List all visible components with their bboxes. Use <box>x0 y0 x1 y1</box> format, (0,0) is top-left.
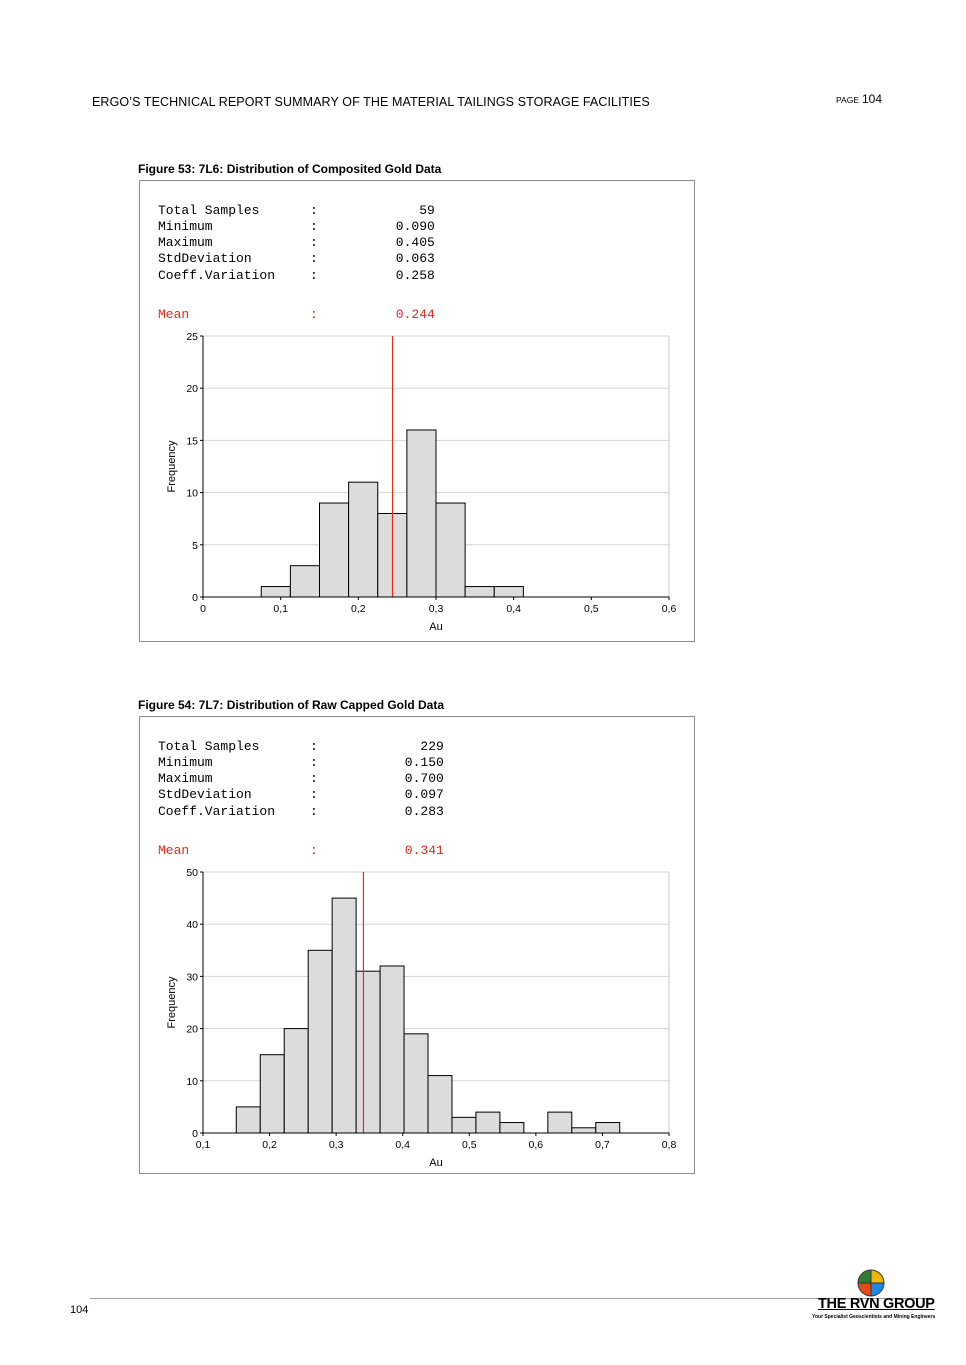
y-tick-label: 0 <box>192 1128 198 1140</box>
mean-value: 0.244 <box>395 307 435 322</box>
histogram-bar <box>284 1029 308 1133</box>
stat-value: 0.258 <box>395 268 435 283</box>
stat-colon: : <box>310 771 318 786</box>
y-tick-label: 5 <box>192 539 198 552</box>
stat-label: StdDeviation <box>158 251 252 266</box>
mean-label: Mean <box>158 307 190 322</box>
stat-colon: : <box>310 755 318 770</box>
x-tick-label: 0,2 <box>262 1139 277 1151</box>
histogram-bar <box>260 1055 284 1133</box>
figure-53-chart <box>139 180 695 642</box>
y-tick-label: 50 <box>186 867 198 879</box>
figure-54-chart <box>139 716 695 1174</box>
histogram-bar <box>320 503 349 597</box>
stat-label: StdDeviation <box>158 787 252 802</box>
x-tick-label: 0 <box>200 603 206 615</box>
logo-tagline: Your Specialist Geoscientists and Mining Engineers <box>812 1314 936 1320</box>
page-word: PAGE <box>836 95 859 105</box>
stat-value: 0.090 <box>395 219 435 234</box>
stat-value: 0.405 <box>395 235 435 250</box>
x-tick-label: 0,5 <box>584 603 599 615</box>
x-tick-label: 0,1 <box>195 1139 211 1151</box>
histogram-bar <box>548 1112 572 1133</box>
histogram-bar <box>236 1107 260 1133</box>
histogram-bar <box>572 1128 596 1133</box>
histogram-bar <box>349 482 378 597</box>
x-tick-label: 0,8 <box>661 1139 677 1151</box>
histogram-bar <box>380 966 404 1133</box>
histogram-bar <box>356 971 380 1133</box>
stat-colon: : <box>310 251 318 266</box>
x-tick-label: 0,4 <box>395 1139 411 1151</box>
stat-colon: : <box>310 843 318 858</box>
y-axis-label: Frequency <box>166 976 178 1029</box>
stat-colon: : <box>310 307 318 322</box>
y-tick-label: 40 <box>186 919 198 932</box>
y-tick-label: 20 <box>186 1023 198 1036</box>
x-tick-label: 0,1 <box>273 603 288 615</box>
stat-value: 59 <box>419 203 435 218</box>
histogram-bar <box>465 587 494 597</box>
x-axis-label: Au <box>429 1157 443 1169</box>
figure-53-caption: Figure 53: 7L6: Distribution of Composited Gold Data <box>138 162 442 176</box>
y-tick-label: 15 <box>186 435 198 448</box>
stat-value: 0.700 <box>404 771 444 786</box>
y-tick-label: 25 <box>186 331 198 343</box>
stat-label: Maximum <box>158 771 213 786</box>
stat-value: 0.063 <box>395 251 435 266</box>
footer-page-number: 104 <box>70 1304 89 1316</box>
x-tick-label: 0,3 <box>428 603 444 615</box>
histogram-bar <box>494 587 523 597</box>
stat-colon: : <box>310 235 318 250</box>
histogram-bar <box>407 430 436 597</box>
stat-colon: : <box>310 219 318 234</box>
stat-label: Coeff.Variation <box>158 804 276 819</box>
mean-value: 0.341 <box>404 843 444 858</box>
x-tick-label: 0,6 <box>661 603 677 615</box>
y-tick-label: 10 <box>186 1075 198 1088</box>
stat-label: Minimum <box>158 219 213 234</box>
stat-value: 0.283 <box>404 804 444 819</box>
histogram-bar <box>436 503 465 597</box>
stat-label: Total Samples <box>158 203 260 218</box>
stat-label: Total Samples <box>158 739 260 754</box>
histogram-bar <box>476 1112 500 1133</box>
figure-54-caption: Figure 54: 7L7: Distribution of Raw Capped Gold Data <box>138 698 445 712</box>
y-tick-label: 30 <box>186 971 198 984</box>
x-tick-label: 0,6 <box>528 1139 544 1151</box>
stat-label: Maximum <box>158 235 213 250</box>
stat-value: 229 <box>420 739 444 754</box>
stat-colon: : <box>310 268 318 283</box>
x-tick-label: 0,3 <box>328 1139 344 1151</box>
stat-colon: : <box>310 804 318 819</box>
stat-colon: : <box>310 787 318 802</box>
figure-53-histogram <box>140 181 694 641</box>
histogram-bar <box>452 1117 476 1133</box>
histogram-bar <box>500 1123 524 1133</box>
report-title: ERGO’S TECHNICAL REPORT SUMMARY OF THE MATERIAL TAILINGS STORAGE FACILITIES <box>92 95 650 109</box>
logo-wheel-icon <box>856 1268 886 1298</box>
x-tick-label: 0,5 <box>461 1139 477 1151</box>
histogram-bar <box>596 1123 620 1133</box>
stat-label: Coeff.Variation <box>158 268 276 283</box>
y-tick-label: 0 <box>192 592 198 604</box>
y-axis-label: Frequency <box>166 440 178 493</box>
histogram-bar <box>290 566 319 597</box>
stat-label: Minimum <box>158 755 213 770</box>
x-tick-label: 0,2 <box>351 603 366 615</box>
stat-colon: : <box>310 739 318 754</box>
figure-54-histogram <box>140 717 694 1173</box>
rvn-group-logo <box>812 1268 936 1328</box>
x-tick-label: 0,7 <box>595 1139 610 1151</box>
stat-value: 0.097 <box>404 787 444 802</box>
header-page-number <box>836 92 882 106</box>
y-tick-label: 20 <box>186 383 198 396</box>
stat-value: 0.150 <box>404 755 444 770</box>
histogram-bar <box>404 1034 428 1133</box>
histogram-bar <box>308 950 332 1133</box>
histogram-bar <box>428 1076 452 1133</box>
x-tick-label: 0,4 <box>506 603 521 615</box>
stat-colon: : <box>310 203 318 218</box>
histogram-bar <box>261 587 290 597</box>
mean-label: Mean <box>158 843 190 858</box>
footer-rule <box>90 1298 930 1299</box>
histogram-bar <box>332 898 356 1133</box>
logo-text: THE RVN GROUP <box>818 1296 935 1312</box>
y-tick-label: 10 <box>186 487 198 500</box>
x-axis-label: Au <box>429 621 443 633</box>
page-number: 104 <box>862 92 883 106</box>
